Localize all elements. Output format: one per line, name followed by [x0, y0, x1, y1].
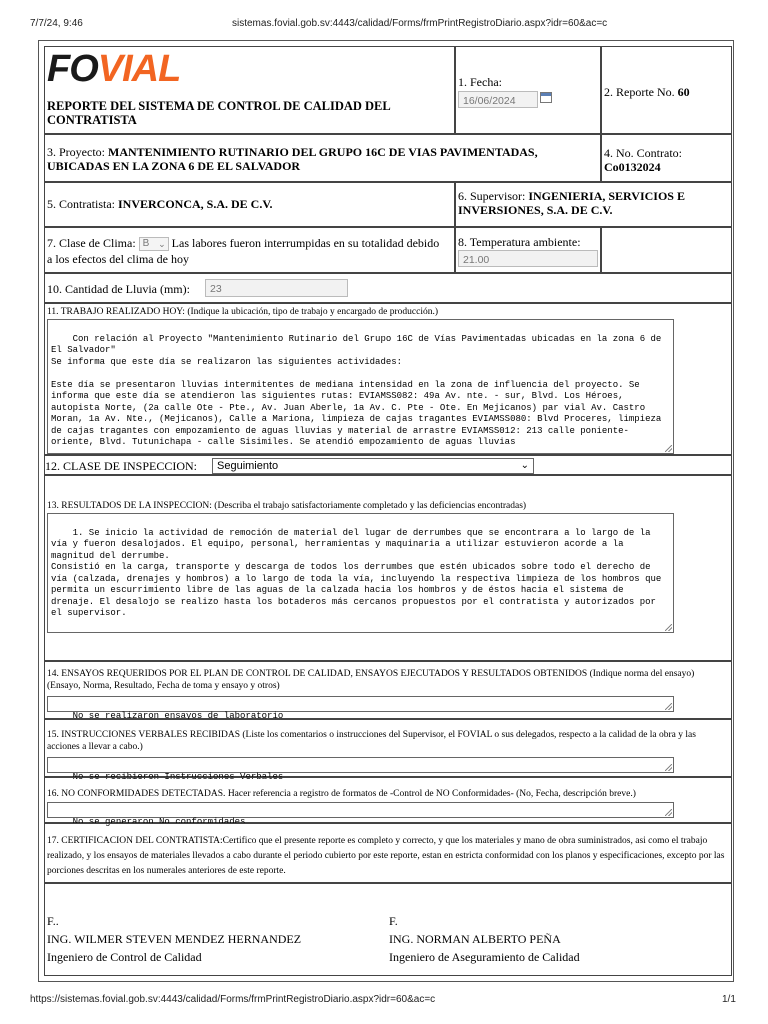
print-datetime: 7/7/24, 9:46 [30, 18, 83, 29]
ensayos-textarea[interactable] [47, 696, 674, 721]
resize-grip-icon[interactable] [665, 624, 672, 631]
firma-right-role: Ingeniero de Aseguramiento de Calidad [389, 950, 580, 964]
contrato-cell [601, 134, 732, 182]
reporte-label: 2. Reporte No. [604, 85, 675, 99]
report-title: REPORTE DEL SISTEMA DE CONTROL DE CALIDAD DEL CONTRATISTA [47, 99, 391, 127]
trabajo-text: Con relación al Proyecto "Mantenimiento Rutinario del Grupo 16C de Vías Pavimentadas ubicadas en la zona 6 de El Salvador" Se informa que este día se realizaron las siguientes actividades: Este día se presentaron lluvias intermitentes de mediana intensidad en la zona de influencia del proyecto. Se informa que este día se atendieron las siguientes rutas: EVIAMSS082: 49a Av. nte. - sur, Blvd. Los Héroes, autopista Norte, (2a calle Ote - Pte., Av. Juan Aberle, 1a Av. C. Pte - Ote. En Mejicanos) par vial Av. Castro Moran, 1a Av. Nte., (Mejicanos), Calle a Mariona, limpieza de cajas tragantes EVIAMSS080: Blvd Proceres, limpieza de cajas tragantes con empozamiento de aguas lluvias y material de arrastre EVIAMSS012: 213 calle poniente-oriente, Blvd. Tutunichapa - calle Sisimiles. Se atendió empozamiento de aguas lluvias [51, 333, 662, 447]
trabajo-heading [47, 306, 438, 318]
calendar-icon[interactable] [540, 92, 552, 103]
trabajo-hint: (Indique la ubicación, tipo de trabajo y encargado de producción.) [187, 307, 439, 317]
proyecto-cell [44, 134, 601, 182]
lluvia-input[interactable]: 23 [205, 279, 348, 297]
ensayos-text: No se realizaron ensayos de laboratorio [72, 710, 284, 721]
noconf-hint: Hacer referencia a registro de formatos de -Control de NO Conformidades- (No, Fecha, descripción breve.) [227, 789, 636, 799]
clima-text [47, 235, 447, 267]
noconf-cell [44, 777, 732, 827]
noconf-heading [47, 788, 729, 800]
noconf-label: 16. NO CONFORMIDADES DETECTADAS. [47, 789, 226, 799]
firma-left-role: Ingeniero de Control de Calidad [47, 950, 202, 964]
inspeccion-label: 12. CLASE DE INSPECCION: [45, 459, 198, 473]
resize-grip-icon[interactable] [665, 703, 672, 710]
clima-cell [44, 227, 455, 273]
chevron-down-icon: ⌄ [158, 239, 166, 250]
contrato-value: Co0132024 [604, 160, 661, 174]
reporte-text [604, 85, 690, 99]
logo-part2: VIAL [97, 48, 181, 90]
resultados-hint: (Describa el trabajo satisfactoriamente completado y las deficiencias encontradas) [214, 501, 527, 511]
empty-cell [601, 227, 732, 273]
ensayos-label: 14. ENSAYOS REQUERIDOS POR EL PLAN DE CONTROL DE CALIDAD, ENSAYOS EJECUTADOS Y RESULTADOS OBTENIDOS [47, 669, 588, 679]
fovial-logo [47, 49, 180, 89]
contratista-label: 5. Contratista: [47, 197, 115, 211]
inspeccion-select-value: Seguimiento [217, 460, 279, 472]
lluvia-label: 10. Cantidad de Lluvia (mm): [47, 282, 190, 296]
instrucciones-text: No se recibieron Instrucciones Verbales [72, 771, 284, 782]
firmas-cell [44, 883, 732, 976]
resize-grip-icon[interactable] [665, 445, 672, 452]
logo-title-cell [44, 46, 455, 134]
instrucciones-cell [44, 719, 732, 782]
inspeccion-cell [44, 455, 732, 475]
resultados-heading [47, 500, 526, 512]
clima-description: Las labores fueron interrumpidas en su totalidad debido a los efectos del clima de hoy [47, 236, 440, 267]
resultados-text: 1. Se inicio la actividad de remoción de material del lugar de derrumbes que se encontrara a lo largo de la vía y fueron desalojados. El equipo, personal, herramientas y maquinaria a utilizar estuvieron acorde a la magnitud del derrumbe. Consistió en la carga, transporte y descarga de todos los derrumbes que estén ubicados sobre todo el derecho de vía (calzada, drenajes y hombros) a lo largo de toda la vía, incluyendo la respectiva limpieza de los hombros que permita un escurrimiento libre de las aguas de la calzada hacia los hombros y de éstos hacia el sistema de drenaje. El desalojo se realizo hasta los botaderos más cercanos propuestos por el contratista y autorizados por el supervisor. [51, 527, 662, 618]
print-url-bottom: https://sistemas.fovial.gob.sv:4443/calidad/Forms/frmPrintRegistroDiario.aspx?idr=60&ac=c [30, 994, 436, 1005]
instrucciones-hint: (Liste los comentarios o instrucciones del Supervisor, el FOVIAL o sus delegados, respecto a la calidad de la obra y las acciones a llevar a cabo.) [47, 730, 696, 752]
proyecto-label: 3. Proyecto: [47, 145, 105, 159]
resize-grip-icon[interactable] [665, 809, 672, 816]
print-url-top: sistemas.fovial.gob.sv:4443/calidad/Forms/frmPrintRegistroDiario.aspx?idr=60&ac=c [232, 18, 608, 29]
firma-left-f: F.. [47, 914, 59, 928]
contratista-cell [44, 182, 455, 227]
fecha-input[interactable]: 16/06/2024 [458, 91, 538, 108]
certificacion-text: 17. CERTIFICACION DEL CONTRATISTA:Certifico que el presente reporte es completo y correcto, y que los materiales y mano de obra suministrados, asi como el trabajo realizado, y los ensayos de materiales llevados a cabo durante el periodo cubierto por este reporte, estan en estricta conformidad con los planos y especificaciones, excepto por las porciones descritas en los numerales anteriores de este reporte. [47, 836, 725, 876]
proyecto-text [47, 145, 595, 173]
resultados-label: 13. RESULTADOS DE LA INSPECCION: [47, 501, 212, 511]
temperatura-label: 8. Temperatura ambiente: [458, 235, 581, 249]
proyecto-value: MANTENIMIENTO RUTINARIO DEL GRUPO 16C DE VIAS PAVIMENTADAS, UBICADAS EN LA ZONA 6 DE EL SALVADOR [47, 145, 538, 173]
instrucciones-heading [47, 729, 729, 753]
ensayos-heading [47, 668, 729, 692]
clima-label: 7. Clase de Clima: [47, 236, 136, 250]
trabajo-label: 11. TRABAJO REALIZADO HOY: [47, 307, 185, 317]
noconf-textarea[interactable] [47, 802, 674, 827]
certificacion-cell [44, 823, 732, 883]
clima-select-value: B [142, 238, 150, 250]
print-page-count: 1/1 [722, 994, 736, 1005]
firma-left-name: ING. WILMER STEVEN MENDEZ HERNANDEZ [47, 932, 302, 946]
chevron-down-icon: ⌄ [520, 460, 529, 471]
reporte-value: 60 [677, 85, 690, 99]
supervisor-label: 6. Supervisor: [458, 189, 526, 203]
trabajo-textarea[interactable] [47, 319, 674, 454]
temperatura-cell [455, 227, 601, 273]
reporte-cell [601, 46, 732, 134]
noconf-text: No se generaron No conformidades [72, 816, 246, 827]
instrucciones-textarea[interactable] [47, 757, 674, 782]
fecha-cell [455, 46, 601, 134]
resultados-cell [44, 475, 732, 661]
fecha-label: 1. Fecha: [458, 75, 502, 89]
trabajo-cell [44, 303, 732, 455]
contratista-value: INVERCONCA, S.A. DE C.V. [118, 197, 273, 211]
inspeccion-select[interactable] [212, 458, 534, 474]
lluvia-cell [44, 273, 732, 303]
firma-right-f: F. [389, 914, 398, 928]
ensayos-hint: (Indique norma del ensayo) (Ensayo, Norma, Resultado, Fecha de toma y ensayo y otros) [47, 669, 695, 691]
clima-select[interactable] [139, 237, 169, 251]
supervisor-text [458, 189, 728, 217]
contratista-text [47, 197, 272, 211]
firma-right-name: ING. NORMAN ALBERTO PEÑA [389, 932, 561, 946]
instrucciones-label: 15. INSTRUCCIONES VERBALES RECIBIDAS [47, 730, 241, 740]
supervisor-cell [455, 182, 732, 227]
temperatura-input[interactable]: 21.00 [458, 250, 598, 267]
resultados-textarea[interactable] [47, 513, 674, 633]
ensayos-cell [44, 661, 732, 719]
resize-grip-icon[interactable] [665, 764, 672, 771]
supervisor-value: INGENIERIA, SERVICIOS E INVERSIONES, S.A. DE C.V. [458, 189, 685, 217]
contrato-label: 4. No. Contrato: [604, 146, 682, 160]
logo-part1: FO [47, 48, 98, 90]
